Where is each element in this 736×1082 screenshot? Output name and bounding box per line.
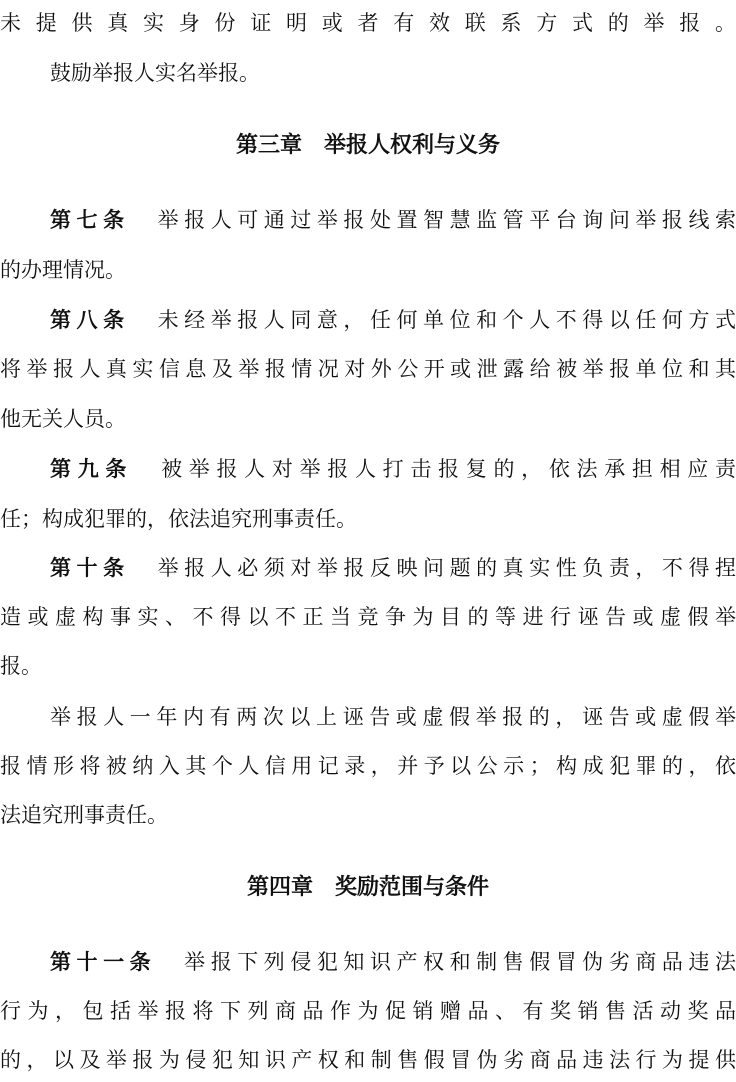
paragraph-line: 未提供真实身份证明或者有效联系方式的举报。 bbox=[0, 11, 736, 35]
paragraph-line: 任；构成犯罪的，依法追究刑事责任。 bbox=[0, 507, 357, 531]
article-text: 被举报人对举报人打击报复的，依法承担相应责 bbox=[161, 457, 736, 481]
article-label: 第八条 bbox=[50, 308, 130, 332]
paragraph-line: 行为，包括举报将下列商品作为促销赠品、有奖销售活动奖品 bbox=[0, 999, 736, 1023]
paragraph-line: 将举报人真实信息及举报情况对外公开或泄露给被举报单位和其 bbox=[0, 357, 736, 381]
article-label: 第十条 bbox=[50, 556, 130, 580]
paragraph-line: 造或虚构事实、不得以不正当竞争为目的等进行诬告或虚假举 bbox=[0, 605, 736, 629]
article-line bbox=[50, 205, 736, 235]
article-text: 未经举报人同意，任何单位和个人不得以任何方式 bbox=[157, 308, 736, 332]
paragraph-line: 的，以及举报为侵犯知识产权和制售假冒伪劣商品违法行为提供 bbox=[0, 1048, 736, 1072]
paragraph-line: 报。 bbox=[0, 654, 42, 678]
paragraph-line: 举报人一年内有两次以上诬告或虚假举报的，诬告或虚假举 bbox=[50, 705, 736, 729]
paragraph-line: 鼓励举报人实名举报。 bbox=[50, 61, 260, 85]
paragraph-line: 的办理情况。 bbox=[0, 258, 126, 282]
article-label: 第七条 bbox=[50, 208, 130, 232]
article-line bbox=[50, 553, 736, 583]
article-line bbox=[50, 305, 736, 335]
article-line bbox=[50, 454, 736, 484]
chapter-heading: 第四章 奖励范围与条件 bbox=[246, 875, 489, 900]
article-label: 第九条 bbox=[50, 457, 134, 481]
article-text: 举报人可通过举报处置智慧监管平台询问举报线索 bbox=[157, 208, 736, 232]
paragraph-line: 他无关人员。 bbox=[0, 407, 126, 431]
paragraph-line: 法追究刑事责任。 bbox=[0, 803, 168, 827]
article-label: 第十一条 bbox=[50, 950, 157, 974]
article-text: 举报人必须对举报反映问题的真实性负责，不得捏 bbox=[157, 556, 736, 580]
chapter-heading: 第三章 举报人权利与义务 bbox=[235, 133, 500, 158]
paragraph-line: 报情形将被纳入其个人信用记录，并予以公示；构成犯罪的，依 bbox=[0, 754, 736, 778]
article-text: 举报下列侵犯知识产权和制售假冒伪劣商品违法 bbox=[184, 950, 736, 974]
article-line bbox=[50, 947, 736, 977]
